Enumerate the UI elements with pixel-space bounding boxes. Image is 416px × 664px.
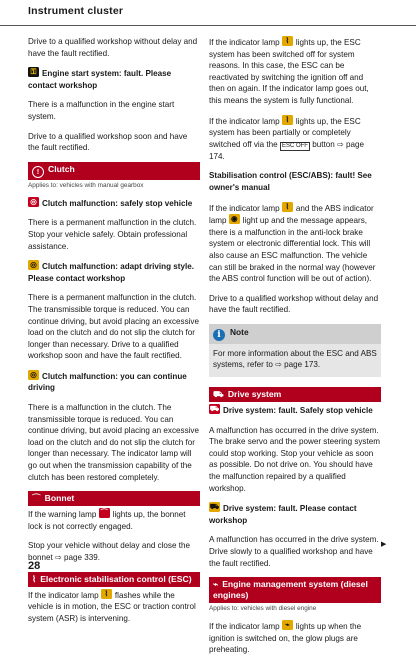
paragraph: There is a permanent malfunction in the clutch. Stop your vehicle safely. Obtain professional assistance.	[28, 218, 197, 251]
clutch-yellow-icon: ◎	[28, 370, 39, 380]
applies-note: Applies to: vehicles with manual gearbox	[28, 181, 144, 189]
esc-icon: ⌇	[101, 589, 112, 599]
paragraph: If the indicator lamp ⌁ lights up when the ignition is switched on, the glow plugs are preheating.	[209, 620, 362, 655]
paragraph: There is a malfunction in the engine start system.	[28, 100, 175, 121]
applies-note: Applies to: vehicles with diesel engine	[209, 605, 317, 613]
left-column	[28, 36, 200, 632]
paragraph: A malfunction has occurred in the drive system. Drive slowly to a qualified workshop and have the fault rectified.	[209, 535, 379, 568]
note-header: i Note	[209, 324, 381, 344]
drive-section-icon: ⛟	[213, 389, 224, 400]
page-title: Instrument cluster	[28, 5, 124, 17]
section-esc: ⌇ Electronic stabilisation control (ESC)	[28, 572, 200, 587]
abs-icon: ◉	[229, 214, 240, 224]
info-icon: i	[213, 329, 225, 341]
paragraph: There is a malfunction in the clutch. The transmissible torque is reduced. You can continue driving, but avoid placing an excessive load on the clutch and do not slip the clutch for longer than necessary. The indicator lamp will go out when the transmission capability of the clutch has been restored completely.	[28, 403, 199, 482]
esc-off-icon: ⌇	[282, 115, 293, 125]
paragraph: There is a permanent malfunction in the clutch. The transmissible torque is reduced. You can continue driving, but avoid placing an excessive load on the clutch and do not slip the clutch for longer than necessary. Drive to a qualified workshop soon and have the fault rectified.	[28, 293, 199, 361]
paragraph: Drive to a qualified workshop soon and have the fault rectified.	[28, 131, 188, 153]
note-text: For more information about the ESC and ABS systems, refer to ⇨ page 173.	[213, 348, 377, 370]
clutch-yellow-icon: ◎	[28, 260, 39, 270]
page-header	[0, 0, 416, 26]
paragraph: If the indicator lamp ⌇ lights up, the ESC system has been switched off for system reasons. In this case, the ESC can be reactivated by switching the ignition off and then on again. If the indicator lamp goes out, this means the system is fully functional.	[209, 36, 369, 105]
engine-start-heading: ⚿ Engine start system: fault. Please contact workshop	[28, 67, 172, 90]
paragraph: Stop your vehicle without delay and close the bonnet ⇨ page 339.	[28, 541, 190, 562]
clutch-red-icon: ◎	[28, 197, 39, 207]
esc-icon: ⌇	[282, 202, 293, 212]
esc-section-icon: ⌇	[32, 573, 37, 584]
page-number: 28	[28, 560, 41, 572]
section-engine-management: ⌁ Engine management system (diesel engines)	[209, 577, 381, 603]
paragraph: If the indicator lamp ⌇ and the ABS indicator lamp ◉ light up and the message appears, there is a malfunction in the anti-lock brake system or electronic differential lock. This will also cause an ESC malfunction. The vehicle can still be braked in the normal way (however the ABS control function will be out of action).	[209, 201, 376, 284]
section-clutch: ! Clutch	[28, 162, 200, 180]
continue-arrow-icon: ▶	[381, 541, 387, 548]
note-box	[209, 324, 381, 377]
paragraph: If the indicator lamp ⌇ flashes while the vehicle is in motion, the ESC or traction control system (ASR) is intervening.	[28, 588, 196, 623]
drive-heading-1: ⛟ Drive system: fault. Safely stop vehicle	[209, 404, 373, 416]
glow-plug-section-icon: ⌁	[213, 579, 219, 590]
glow-plug-icon: ⌁	[282, 620, 293, 630]
paragraph: If the indicator lamp ⌇ lights up, the ESC system has been partially or completely switched off via the ESC OFF button ⇨ page 174.	[209, 114, 364, 161]
paragraph: A malfunction has occurred in the drive system. The brake servo and the power steering system could stop working. Stop your vehicle as soon as possible. Do not drive on. You should have the malfunction repaired by a qualified workshop.	[209, 425, 380, 493]
esc-icon: ⌇	[282, 36, 293, 46]
clutch-heading-1: ◎ Clutch malfunction: safely stop vehicle	[28, 197, 200, 210]
engine-start-icon: ⚿	[28, 67, 39, 77]
drive-system-icon: ⛟	[209, 502, 220, 512]
abs-heading: Stabilisation control (ESC/ABS): fault! See owner's manual	[209, 171, 372, 192]
drive-system-icon: ⛟	[209, 404, 220, 414]
bonnet-icon: ⌒	[100, 508, 108, 518]
drive-heading-2: ⛟ Drive system: fault. Please contact workshop	[209, 502, 357, 525]
paragraph: If the warning lamp ⌒ lights up, the bonnet lock is not correctly engaged.	[28, 508, 186, 531]
bonnet-section-icon: ⌒	[32, 493, 41, 504]
clutch-heading-2: ◎ Clutch malfunction: adapt driving style. Please contact workshop	[28, 260, 194, 283]
esc-off-button-icon: ESC OFF	[281, 142, 308, 149]
section-drive-system: ⛟ Drive system	[209, 387, 381, 402]
clutch-section-icon: !	[32, 166, 44, 178]
clutch-heading-3: ◎ Clutch malfunction: you can continue driving	[28, 369, 187, 393]
right-column	[209, 36, 381, 664]
section-bonnet: ⌒ Bonnet	[28, 491, 200, 506]
paragraph: Drive to a qualified workshop without delay and have the fault rectified.	[28, 37, 198, 58]
paragraph: Drive to a qualified workshop without delay and have the fault rectified.	[209, 293, 379, 315]
